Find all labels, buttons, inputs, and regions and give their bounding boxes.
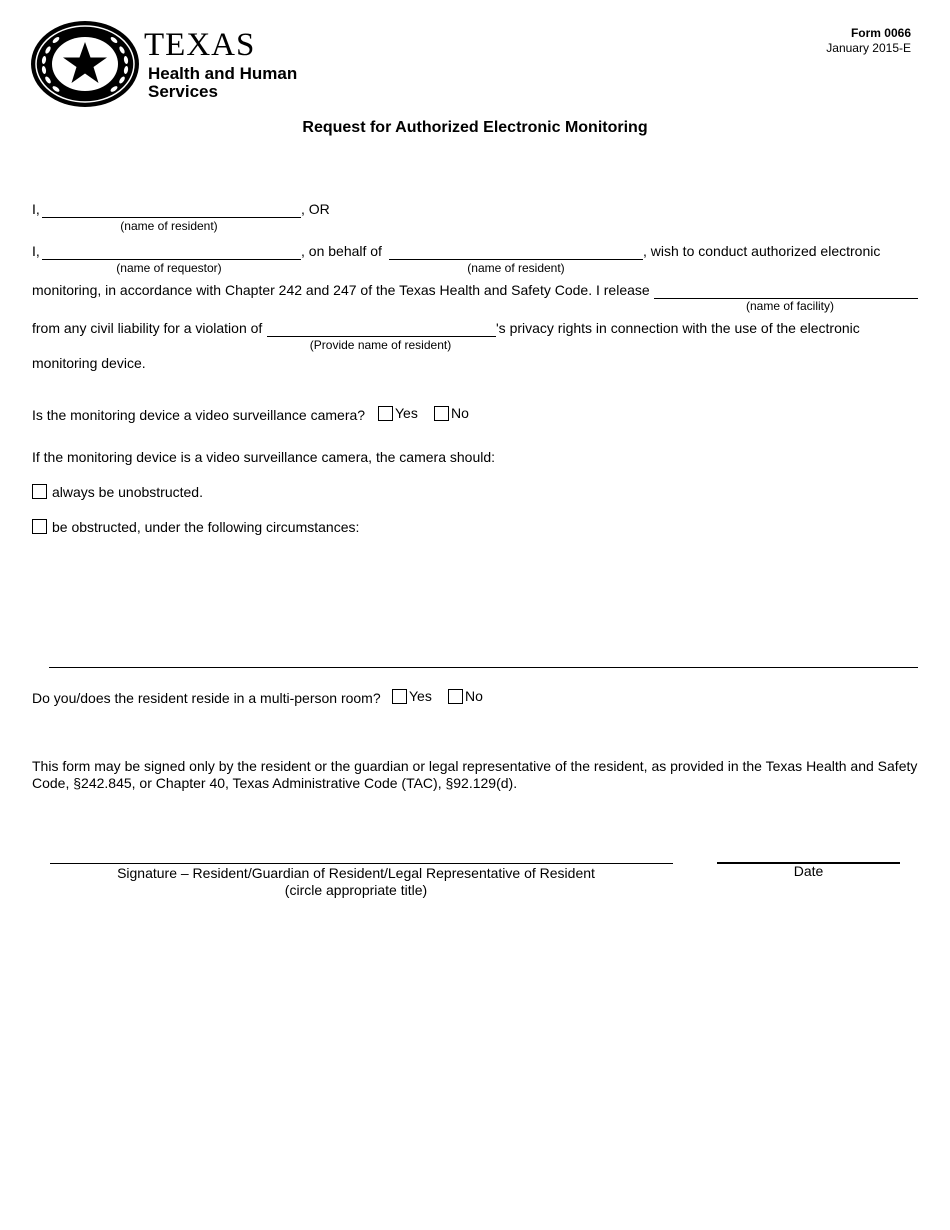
unobstructed-label: always be unobstructed. — [52, 484, 203, 500]
page-title: Request for Authorized Electronic Monitoring — [302, 119, 648, 136]
multi-person-question: Do you/does the resident reside in a multi-person room? — [32, 690, 381, 706]
signature-notice: This form may be signed only by the resident or the guardian or legal representative of the resident, as provided in the Texas Health and Safety Code, §242.845, or Chapter 40, Texas Administrative Code (TAC), §92.129(d). — [32, 758, 918, 791]
requestor-name-input[interactable] — [42, 240, 301, 260]
video-no-label: No — [451, 405, 469, 421]
resident-name-caption: (name of resident) — [120, 219, 218, 233]
date-label: Date — [793, 863, 824, 879]
video-yes-label: Yes — [395, 405, 418, 421]
form-date: January 2015-E — [826, 41, 911, 55]
requestor-name-caption: (name of requestor) — [116, 261, 222, 275]
facility-name-caption: (name of facility) — [745, 299, 835, 313]
line2-suffix: , wish to conduct authorized electronic — [643, 243, 881, 259]
video-no-checkbox[interactable] — [434, 406, 449, 421]
line4-suffix: 's privacy rights in connection with the use of the electronic — [496, 320, 860, 336]
obstructed-checkbox[interactable] — [32, 519, 47, 534]
line2-prefix: I, — [32, 243, 40, 259]
signature-input[interactable] — [50, 844, 673, 864]
resident-name-input[interactable] — [42, 198, 301, 218]
on-behalf-resident-input[interactable] — [389, 240, 643, 260]
multi-no-label: No — [465, 688, 483, 704]
signature-sublabel: (circle appropriate title) — [284, 882, 428, 898]
obstructed-label: be obstructed, under the following circumstances: — [52, 519, 360, 535]
camera-intro: If the monitoring device is a video surveillance camera, the camera should: — [32, 449, 496, 465]
agency-logo — [30, 20, 330, 110]
circumstances-textarea[interactable] — [49, 540, 918, 668]
multi-yes-label: Yes — [409, 688, 432, 704]
video-question: Is the monitoring device a video surveillance camera? — [32, 407, 366, 423]
date-input[interactable] — [717, 844, 900, 864]
facility-name-input[interactable] — [654, 279, 918, 299]
line5-text: monitoring device. — [32, 355, 146, 371]
privacy-resident-input[interactable] — [267, 317, 496, 337]
privacy-resident-caption: (Provide name of resident) — [309, 338, 452, 352]
form-number: Form 0066 — [850, 26, 911, 40]
logo-name-line3: Services — [148, 82, 218, 101]
line1-prefix: I, — [32, 201, 40, 217]
on-behalf-resident-caption: (name of resident) — [467, 261, 565, 275]
multi-yes-checkbox[interactable] — [392, 689, 407, 704]
signature-label: Signature – Resident/Guardian of Resident/Legal Representative of Resident — [117, 865, 595, 881]
logo-name-line2: Health and Human — [148, 64, 298, 83]
multi-no-checkbox[interactable] — [448, 689, 463, 704]
video-yes-checkbox[interactable] — [378, 406, 393, 421]
logo-name-line1: TEXAS — [144, 27, 256, 63]
line4-prefix: from any civil liability for a violation of — [32, 320, 263, 336]
texas-star-seal-icon — [30, 20, 140, 108]
line1-suffix: , OR — [301, 201, 330, 217]
line3-text: monitoring, in accordance with Chapter 242 and 247 of the Texas Health and Safety Code. I release — [32, 282, 650, 298]
unobstructed-checkbox[interactable] — [32, 484, 47, 499]
line2-mid: , on behalf of — [301, 243, 382, 259]
